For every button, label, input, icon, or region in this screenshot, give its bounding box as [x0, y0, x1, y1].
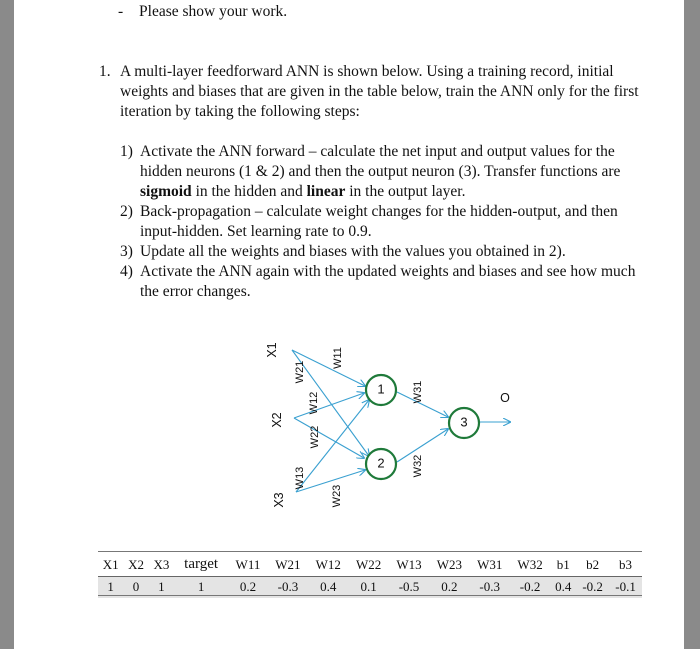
column-header: W32	[510, 554, 550, 577]
table-cell: -0.5	[389, 577, 429, 599]
node-label: 2	[377, 455, 385, 471]
column-header: W21	[268, 554, 308, 577]
column-header: W23	[429, 554, 469, 577]
header-note	[118, 2, 287, 22]
edge-x2-h2	[294, 418, 364, 458]
table-cell: -0.1	[609, 577, 642, 599]
column-header: target	[174, 554, 228, 577]
weight-label: W21	[294, 360, 306, 384]
note-dash: -	[118, 3, 124, 20]
column-header: W13	[389, 554, 429, 577]
output-label: O	[500, 391, 510, 405]
table-cell: 1	[98, 577, 123, 599]
column-header: W12	[308, 554, 348, 577]
step-line: the error changes.	[140, 283, 251, 300]
step-line: Back-propagation – calculate weight changes for the hidden-output, and then	[140, 203, 618, 220]
table-header-row	[98, 554, 642, 577]
column-header: b1	[550, 554, 576, 577]
step-line: hidden neurons (1 & 2) and then the output neuron (3). Transfer functions are	[140, 163, 621, 180]
table-cell: 1	[174, 577, 228, 599]
column-header: b2	[576, 554, 609, 577]
table-bottom-rule	[98, 595, 642, 596]
table-cell: -0.3	[268, 577, 308, 599]
column-header: W22	[348, 554, 388, 577]
table-cell: 0	[123, 577, 148, 599]
note-text: Please show your work.	[139, 3, 288, 20]
table-cell: 0.4	[308, 577, 348, 599]
table-cell: 0.2	[228, 577, 268, 599]
step-number: 3)	[120, 243, 133, 260]
input-label-x3: X3	[272, 492, 286, 508]
weight-label: W32	[412, 454, 424, 478]
node-label: 3	[460, 414, 468, 430]
weight-label: W22	[309, 425, 321, 449]
step-number: 4)	[120, 263, 133, 280]
step-line-mid: in the hidden and	[191, 183, 307, 200]
column-header: W11	[228, 554, 268, 577]
table-cell: -0.3	[470, 577, 510, 599]
weight-label: W11	[332, 347, 344, 369]
column-header: X3	[149, 554, 174, 577]
weight-label: W23	[331, 484, 343, 508]
edge-x2-h1	[294, 393, 364, 418]
question-line: weights and biases that are given in the table below, train the ANN only for the first	[120, 83, 639, 100]
table-cell: -0.2	[510, 577, 550, 599]
input-label-x2: X2	[270, 412, 284, 428]
step-line: Activate the ANN again with the updated weights and biases and see how much	[140, 263, 636, 280]
weight-label: W31	[412, 380, 424, 404]
bold-linear: linear	[306, 183, 346, 200]
table-cell: 0.2	[429, 577, 469, 599]
step-number: 1)	[120, 143, 133, 160]
bold-sigmoid: sigmoid	[140, 183, 192, 200]
weight-label: W12	[308, 391, 320, 415]
column-header: b3	[609, 554, 642, 577]
table-cell: -0.2	[576, 577, 609, 599]
column-header: W31	[470, 554, 510, 577]
left-margin-bar	[0, 0, 14, 649]
input-label-x1: X1	[265, 342, 279, 358]
step-line: Update all the weights and biases with the values you obtained in 2).	[140, 243, 566, 260]
node-label: 1	[377, 381, 385, 397]
weight-label: W13	[294, 466, 306, 490]
training-table	[98, 554, 642, 598]
right-margin-bar	[684, 0, 700, 649]
table-cell: 0.1	[348, 577, 388, 599]
step-line: Activate the ANN forward – calculate the net input and output values for the	[140, 143, 615, 160]
step-line	[140, 182, 465, 202]
table-top-rule	[98, 551, 642, 552]
table-cell: 0.4	[550, 577, 576, 599]
question-line: A multi-layer feedforward ANN is shown below. Using a training record, initial	[120, 63, 614, 80]
column-header: X2	[123, 554, 148, 577]
question-number: 1.	[99, 63, 111, 80]
step-line-end: in the output layer.	[345, 183, 466, 200]
column-header: X1	[98, 554, 123, 577]
ann-diagram	[255, 328, 535, 523]
step-line: input-hidden. Set learning rate to 0.9.	[140, 223, 372, 240]
step-number: 2)	[120, 203, 133, 220]
table-cell: 1	[149, 577, 174, 599]
question-line: iteration by taking the following steps:	[120, 103, 360, 120]
